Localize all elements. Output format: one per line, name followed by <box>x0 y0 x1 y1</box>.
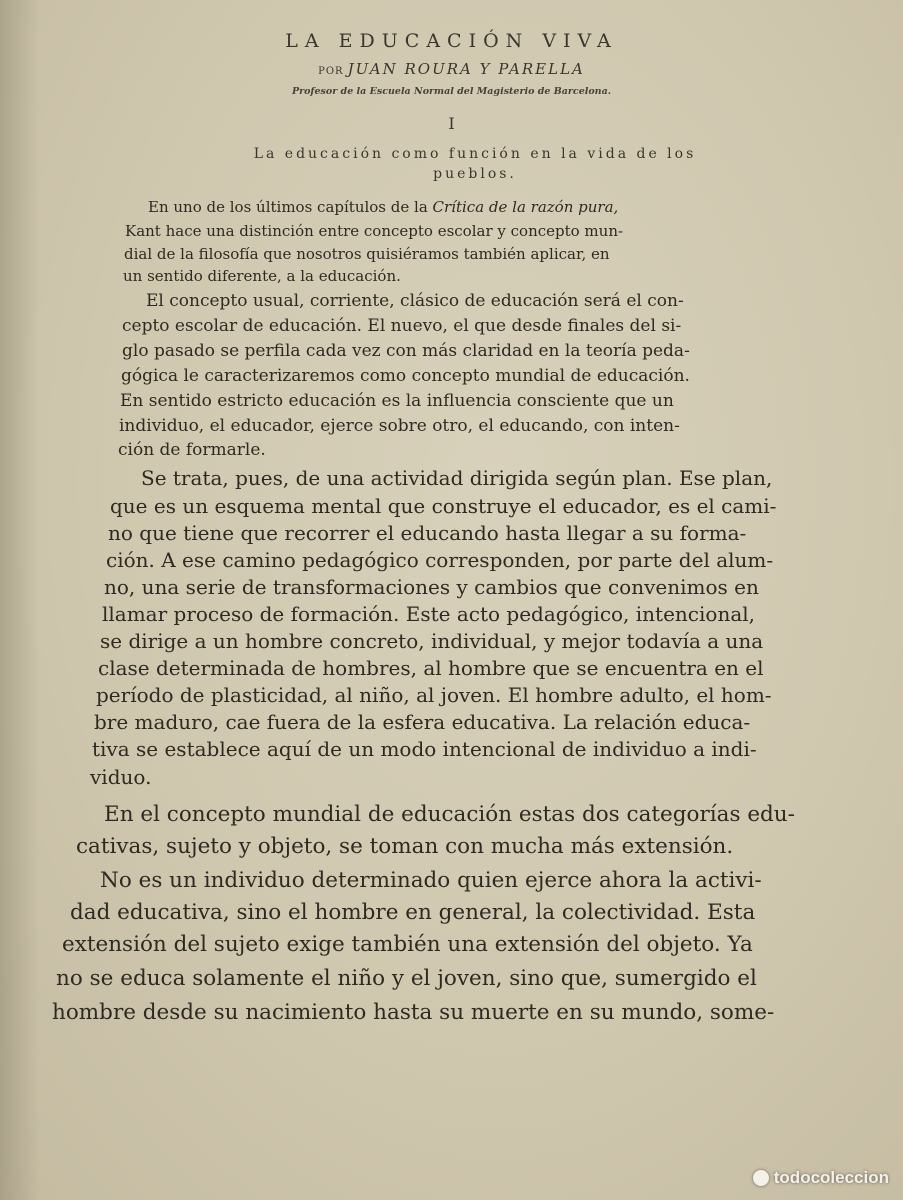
text-line: tiva se establece aquí de un modo intencional de individuo a indi- <box>92 737 757 761</box>
text-line: viduo. <box>90 765 152 789</box>
text-line: dial de la filosofía que nosotros quisiéramos también aplicar, en <box>124 245 610 263</box>
text-line: período de plasticidad, al niño, al joven. El hombre adulto, el hom- <box>96 683 772 707</box>
text-line: dad educativa, sino el hombre en general, la colectividad. Esta <box>70 900 756 925</box>
text-line: no se educa solamente el niño y el joven, sino que, sumergido el <box>56 966 757 991</box>
text-line: no, una serie de transformaciones y cambios que convenimos en <box>104 575 759 599</box>
watermark-logo <box>753 1168 889 1188</box>
italic-book-title: Crítica de la razón pura, <box>432 198 619 216</box>
text-line: No es un individuo determinado quien ejerce ahora la activi- <box>100 868 762 893</box>
section-number: I <box>448 114 455 133</box>
section-heading-line: pueblos. <box>433 166 517 182</box>
text-line: gógica le caracterizaremos como concepto mundial de educación. <box>121 366 690 386</box>
section-heading-line: La educación como función en la vida de los <box>253 146 697 162</box>
text-line: individuo, el educador, ejerce sobre otro, el educando, con inten- <box>119 416 680 436</box>
text-line: ción. A ese camino pedagógico corresponden, por parte del alum- <box>106 548 774 572</box>
text-line: En sentido estricto educación es la influencia consciente que un <box>120 391 674 411</box>
text-line: ción de formarle. <box>118 440 266 460</box>
author-byline <box>0 60 903 78</box>
author-name: JUAN ROURA Y PARELLA <box>347 60 585 78</box>
text-line: no que tiene que recorrer el educando hasta llegar a su forma- <box>108 521 747 545</box>
text-line: se dirige a un hombre concreto, individual, y mejor todavía a una <box>100 629 764 653</box>
section-heading <box>130 144 820 184</box>
text-line: que es un esquema mental que construye el educador, es el cami- <box>110 494 777 518</box>
watermark-icon <box>753 1170 769 1186</box>
text-line: llamar proceso de formación. Este acto pedagógico, intencional, <box>102 602 755 626</box>
text-line: Se trata, pues, de una actividad dirigida según plan. Ese plan, <box>141 466 773 490</box>
text-line: El concepto usual, corriente, clásico de educación será el con- <box>146 291 684 311</box>
text-line: un sentido diferente, a la educación. <box>123 267 401 285</box>
text-line: bre maduro, cae fuera de la esfera educativa. La relación educa- <box>94 710 751 734</box>
text-span: En uno de los últimos capítulos de la <box>148 198 433 216</box>
text-line: clase determinada de hombres, al hombre que se encuentra en el <box>98 656 764 680</box>
text-line: cativas, sujeto y objeto, se toman con mucha más extensión. <box>76 834 734 859</box>
text-line: extensión del sujeto exige también una extensión del objeto. Ya <box>62 932 753 957</box>
page-edge-shadow <box>0 0 40 1200</box>
byline-prefix: POR <box>318 66 344 77</box>
article-title: LA EDUCACIÓN VIVA <box>285 30 618 52</box>
text-line: En el concepto mundial de educación estas dos categorías edu- <box>104 802 795 827</box>
text-line <box>148 198 618 216</box>
text-line: hombre desde su nacimiento hasta su muerte en su mundo, some- <box>52 1000 775 1025</box>
author-affiliation: Profesor de la Escuela Normal del Magisterio de Barcelona. <box>291 86 612 97</box>
text-line: glo pasado se perfila cada vez con más claridad en la teoría peda- <box>122 341 690 361</box>
watermark-text: todocoleccion <box>773 1168 889 1187</box>
text-line: cepto escolar de educación. El nuevo, el que desde finales del si- <box>122 316 682 336</box>
text-line: Kant hace una distinción entre concepto escolar y concepto mun- <box>125 222 624 240</box>
